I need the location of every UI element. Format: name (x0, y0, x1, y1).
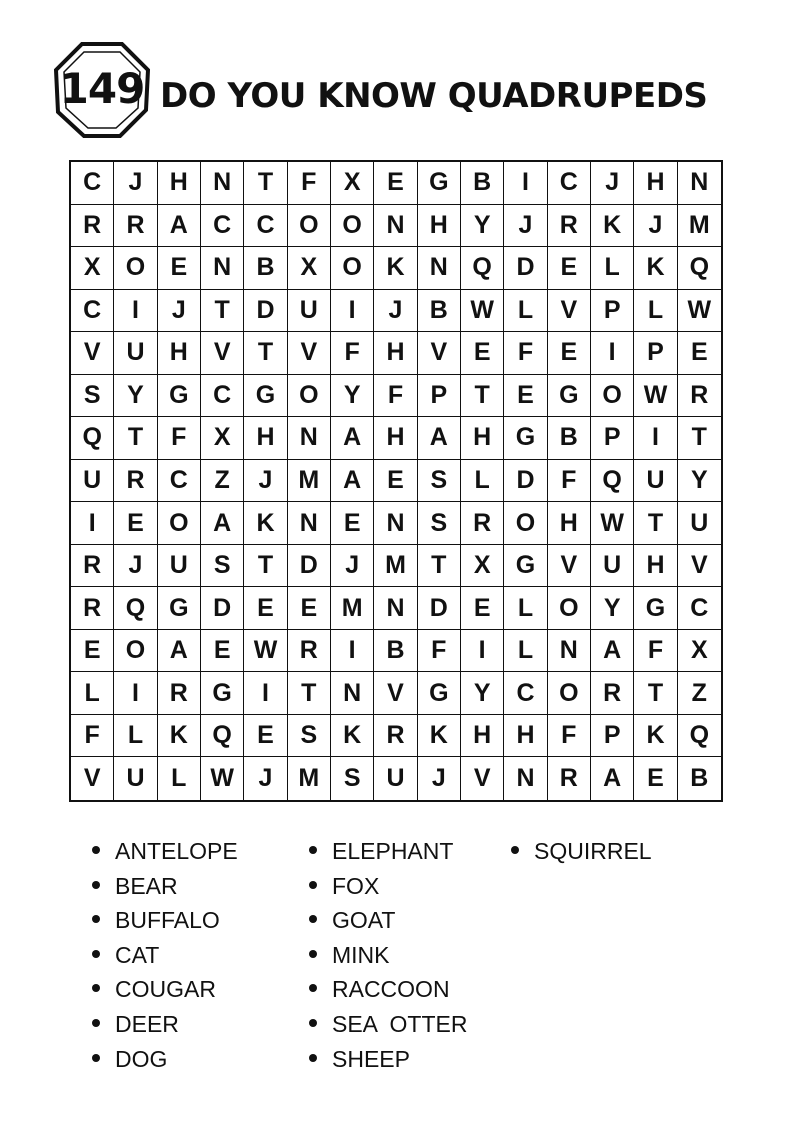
word-list-item (305, 905, 467, 940)
grid-cell: Z (678, 672, 721, 715)
grid-cell: D (504, 460, 547, 503)
grid-cell: L (461, 460, 504, 503)
grid-cell: B (418, 290, 461, 333)
grid-cell: R (548, 757, 591, 800)
grid-cell: G (634, 587, 677, 630)
grid-cell: A (331, 417, 374, 460)
grid-cell: H (634, 545, 677, 588)
grid-cell: N (201, 162, 244, 205)
grid-cell: J (114, 162, 157, 205)
word-list-item (88, 1044, 238, 1079)
grid-cell: C (201, 375, 244, 418)
word-label: SQUIRREL (534, 838, 652, 864)
word-label: BUFFALO (115, 907, 220, 934)
word-label: COUGAR (115, 976, 216, 1003)
grid-cell: J (634, 205, 677, 248)
grid-cell: E (114, 502, 157, 545)
grid-cell: G (548, 375, 591, 418)
grid-cell: K (374, 247, 417, 290)
grid-cell: G (504, 417, 547, 460)
grid-cell: Q (461, 247, 504, 290)
grid-cell: Q (591, 460, 634, 503)
grid-cell: B (244, 247, 287, 290)
grid-cell: L (634, 290, 677, 333)
grid-cell: L (71, 672, 114, 715)
grid-cell: L (504, 630, 547, 673)
bullet-icon (92, 1019, 100, 1027)
grid-cell: R (114, 460, 157, 503)
grid-cell: E (374, 162, 417, 205)
grid-cell: V (71, 332, 114, 375)
bullet-icon (309, 915, 317, 923)
grid-cell: S (331, 757, 374, 800)
grid-cell: W (201, 757, 244, 800)
grid-cell: E (461, 587, 504, 630)
grid-cell: J (244, 460, 287, 503)
grid-cell: Y (591, 587, 634, 630)
grid-cell: F (548, 715, 591, 758)
grid-cell: O (504, 502, 547, 545)
grid-cell: N (331, 672, 374, 715)
grid-cell: I (591, 332, 634, 375)
word-list-item (507, 836, 652, 871)
grid-cell: O (331, 205, 374, 248)
grid-cell: W (244, 630, 287, 673)
grid-cell: U (288, 290, 331, 333)
grid-cell: I (504, 162, 547, 205)
grid-cell: G (418, 672, 461, 715)
grid-cell: G (244, 375, 287, 418)
grid-cell: R (548, 205, 591, 248)
puzzle-title: DO YOU KNOW QUADRUPEDS (160, 76, 708, 116)
grid-cell: P (591, 417, 634, 460)
grid-cell: N (418, 247, 461, 290)
grid-cell: E (548, 247, 591, 290)
grid-cell: V (418, 332, 461, 375)
grid-cell: T (201, 290, 244, 333)
grid-cell: F (418, 630, 461, 673)
grid-cell: Z (201, 460, 244, 503)
grid-cell: R (71, 545, 114, 588)
grid-cell: I (71, 502, 114, 545)
grid-cell: C (504, 672, 547, 715)
grid-cell: O (114, 247, 157, 290)
grid-cell: S (201, 545, 244, 588)
grid-cell: P (591, 290, 634, 333)
grid-cell: C (158, 460, 201, 503)
word-list-item (88, 871, 238, 906)
grid-cell: T (634, 502, 677, 545)
word-label: BEAR (115, 872, 178, 899)
bullet-icon (92, 915, 100, 923)
bullet-icon (309, 950, 317, 958)
grid-cell: L (158, 757, 201, 800)
grid-cell: Y (114, 375, 157, 418)
grid-cell: U (114, 332, 157, 375)
grid-cell: H (158, 162, 201, 205)
grid-cell: O (591, 375, 634, 418)
grid-cell: B (374, 630, 417, 673)
grid-cell: X (71, 247, 114, 290)
grid-cell: W (634, 375, 677, 418)
word-search-grid (69, 160, 723, 802)
grid-cell: J (374, 290, 417, 333)
bullet-icon (92, 1054, 100, 1062)
grid-cell: A (591, 757, 634, 800)
grid-cell: N (374, 502, 417, 545)
grid-cell: H (374, 417, 417, 460)
grid-cell: T (244, 332, 287, 375)
word-list-item (88, 974, 238, 1009)
grid-cell: X (331, 162, 374, 205)
grid-cell: N (504, 757, 547, 800)
bullet-icon (309, 984, 317, 992)
grid-cell: G (201, 672, 244, 715)
grid-cell: T (244, 162, 287, 205)
grid-cell: V (678, 545, 721, 588)
grid-cell: I (331, 630, 374, 673)
grid-cell: I (634, 417, 677, 460)
grid-cell: J (418, 757, 461, 800)
grid-cell: J (244, 757, 287, 800)
grid-cell: D (504, 247, 547, 290)
grid-cell: N (374, 205, 417, 248)
grid-cell: R (374, 715, 417, 758)
grid-cell: D (288, 545, 331, 588)
grid-cell: E (374, 460, 417, 503)
word-list-item (88, 940, 238, 975)
grid-cell: T (634, 672, 677, 715)
grid-cell: R (461, 502, 504, 545)
grid-cell: K (244, 502, 287, 545)
grid-cell: I (244, 672, 287, 715)
grid-cell: M (678, 205, 721, 248)
puzzle-number-badge (52, 40, 152, 140)
word-list-item (88, 905, 238, 940)
grid-cell: O (548, 587, 591, 630)
word-label: FOX (332, 872, 380, 899)
grid-cell: U (114, 757, 157, 800)
grid-cell: F (548, 460, 591, 503)
grid-cell: Q (71, 417, 114, 460)
grid-cell: I (114, 672, 157, 715)
grid-cell: B (690, 764, 709, 793)
word-label: SHEEP (332, 1045, 410, 1072)
grid-cell: C (71, 290, 114, 333)
grid-cell: O (288, 375, 331, 418)
grid-cell: N (201, 247, 244, 290)
grid-cell: R (71, 205, 114, 248)
grid-cell: E (504, 375, 547, 418)
grid-cell: D (201, 587, 244, 630)
word-list-column (305, 836, 467, 1078)
word-label: DEER (115, 1010, 179, 1037)
word-list-item (305, 836, 467, 871)
grid-cell: L (114, 715, 157, 758)
grid-cell: S (418, 460, 461, 503)
grid-cell: U (374, 757, 417, 800)
grid-cell: E (158, 247, 201, 290)
grid-cell: T (678, 417, 721, 460)
grid-cell: T (418, 545, 461, 588)
grid-cell: Y (461, 205, 504, 248)
grid-cell: E (244, 587, 287, 630)
grid-cell: K (634, 715, 677, 758)
grid-cell: E (288, 587, 331, 630)
grid-cell: E (331, 502, 374, 545)
grid-cell: E (678, 332, 721, 375)
grid-cell: A (158, 630, 201, 673)
grid-cell: R (158, 672, 201, 715)
grid-cell: U (71, 460, 114, 503)
grid-cell: Y (331, 375, 374, 418)
grid-cell: U (678, 502, 721, 545)
grid-cell: U (634, 460, 677, 503)
word-label: RACCOON (332, 976, 450, 1003)
grid-cell: F (158, 417, 201, 460)
grid-cell: I (114, 290, 157, 333)
grid-cell: T (244, 545, 287, 588)
grid-cell: Y (461, 672, 504, 715)
grid-cell: V (461, 757, 504, 800)
word-list-item (88, 1009, 238, 1044)
bullet-icon (92, 984, 100, 992)
grid-cell: T (461, 375, 504, 418)
grid-cell: N (678, 162, 721, 205)
grid-cell: V (288, 332, 331, 375)
grid-cell: O (288, 205, 331, 248)
grid-cell: N (288, 502, 331, 545)
grid-cell: A (418, 417, 461, 460)
grid-cell: V (71, 757, 114, 800)
word-label: CAT (115, 941, 160, 968)
word-label: DOG (115, 1045, 168, 1072)
grid-cell: H (244, 417, 287, 460)
grid-cell: T (114, 417, 157, 460)
grid-cell: O (331, 247, 374, 290)
grid-cell: X (288, 247, 331, 290)
grid-cell: F (504, 332, 547, 375)
grid-cell: H (548, 502, 591, 545)
grid-cell: L (504, 290, 547, 333)
grid-cell: V (548, 290, 591, 333)
grid-cell: M (288, 757, 331, 800)
grid-cell: C (201, 205, 244, 248)
grid-cell: N (288, 417, 331, 460)
grid-cell: H (374, 332, 417, 375)
grid-cell: J (504, 205, 547, 248)
grid-cell: H (461, 715, 504, 758)
grid-cell: C (71, 162, 114, 205)
grid-cell: Q (678, 715, 721, 758)
word-list-item (305, 940, 467, 975)
grid-cell: G (158, 587, 201, 630)
grid-cell: X (201, 417, 244, 460)
grid-cell: L (504, 587, 547, 630)
grid-cell: H (634, 162, 677, 205)
grid-cell: H (418, 205, 461, 248)
grid-cell: G (158, 375, 201, 418)
grid-cell: O (548, 672, 591, 715)
grid-cell: K (634, 247, 677, 290)
puzzle-header (52, 40, 752, 150)
grid-cell: C (548, 162, 591, 205)
grid-cell: M (288, 460, 331, 503)
bullet-icon (309, 881, 317, 889)
grid-cell: O (158, 502, 201, 545)
grid-cell: Y (678, 460, 721, 503)
grid-cell: V (374, 672, 417, 715)
grid-cell: V (201, 332, 244, 375)
bullet-icon (92, 881, 100, 889)
grid-cell: E (548, 332, 591, 375)
grid-cell: D (418, 587, 461, 630)
grid-cell: U (591, 545, 634, 588)
word-list (88, 836, 708, 1086)
grid-cell: Q (201, 715, 244, 758)
grid-cell: N (374, 587, 417, 630)
grid-cell: J (331, 545, 374, 588)
grid-cell: R (288, 630, 331, 673)
word-list-item (305, 974, 467, 1009)
grid-cell: U (158, 545, 201, 588)
grid-cell: A (331, 460, 374, 503)
grid-cell: X (461, 545, 504, 588)
word-list-column (88, 836, 238, 1078)
grid-cell: K (418, 715, 461, 758)
grid-cell: G (504, 545, 547, 588)
grid-cell: H (158, 332, 201, 375)
word-label: SEA OTTER (332, 1010, 468, 1037)
grid-cell: K (158, 715, 201, 758)
grid-cell: Q (678, 247, 721, 290)
bullet-icon (511, 846, 519, 854)
word-list-item (305, 1044, 467, 1079)
grid-cell: H (504, 715, 547, 758)
grid-cell: C (244, 205, 287, 248)
grid-cell: W (678, 290, 721, 333)
grid-cell: P (418, 375, 461, 418)
grid-cell: F (331, 332, 374, 375)
grid-cell: E (634, 757, 677, 800)
grid-cell: O (114, 630, 157, 673)
grid-cell: G (418, 162, 461, 205)
word-list-item (305, 1009, 467, 1044)
grid-cell: K (591, 205, 634, 248)
word-list-item (305, 871, 467, 906)
grid-cell: R (678, 375, 721, 418)
grid-cell: N (548, 630, 591, 673)
grid-cell: V (548, 545, 591, 588)
grid-cell: E (461, 332, 504, 375)
grid-cell: T (288, 672, 331, 715)
grid-cell: P (591, 715, 634, 758)
grid-cell: R (114, 205, 157, 248)
grid-cell: F (288, 162, 331, 205)
grid-cell: P (634, 332, 677, 375)
word-label: MINK (332, 941, 390, 968)
grid-cell: R (71, 587, 114, 630)
grid-cell: A (158, 205, 201, 248)
word-label: ELEPHANT (332, 838, 454, 864)
grid-cell: I (331, 290, 374, 333)
grid-cell: B (461, 162, 504, 205)
grid-cell: A (591, 630, 634, 673)
grid-cell: F (374, 375, 417, 418)
word-label: GOAT (332, 907, 396, 934)
word-label: ANTELOPE (115, 838, 238, 864)
grid-cell: J (158, 290, 201, 333)
grid-cell: W (461, 290, 504, 333)
grid-cell: B (548, 417, 591, 460)
grid-cell: I (461, 630, 504, 673)
word-list-column (507, 836, 652, 871)
word-list-item (88, 836, 238, 871)
grid-cell: K (331, 715, 374, 758)
grid-cell: C (678, 587, 721, 630)
grid-cell: H (461, 417, 504, 460)
grid-cell: X (678, 630, 721, 673)
grid-cell: J (591, 162, 634, 205)
bullet-icon (92, 950, 100, 958)
grid-cell: E (201, 630, 244, 673)
grid-cell: M (331, 587, 374, 630)
bullet-icon (309, 1054, 317, 1062)
grid-cell: E (71, 630, 114, 673)
bullet-icon (92, 846, 100, 854)
bullet-icon (309, 846, 317, 854)
puzzle-number: 149 (59, 64, 145, 113)
grid-cell: D (244, 290, 287, 333)
grid-cell: Q (114, 587, 157, 630)
grid-cell: R (591, 672, 634, 715)
grid-cell: S (71, 375, 114, 418)
grid-cell: L (591, 247, 634, 290)
grid-cell: A (201, 502, 244, 545)
grid-cell: S (418, 502, 461, 545)
grid-cell: F (634, 630, 677, 673)
grid-cell: J (114, 545, 157, 588)
bullet-icon (309, 1019, 317, 1027)
grid-cell: E (244, 715, 287, 758)
grid-cell: M (374, 545, 417, 588)
grid-cell: W (591, 502, 634, 545)
grid-cell: F (71, 715, 114, 758)
grid-cell: S (288, 715, 331, 758)
